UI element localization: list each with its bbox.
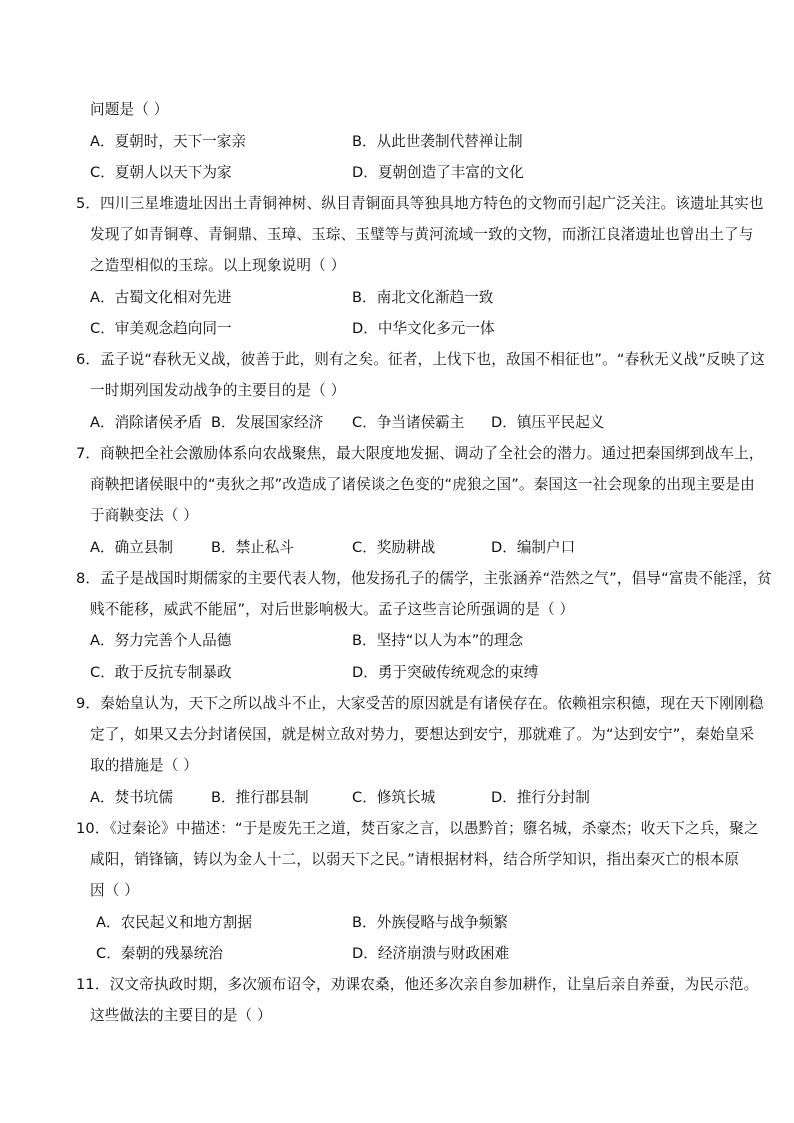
question-5-line-1: 5．四川三星堆遗址因出土青铜神树、纵目青铜面具等独具地方特色的文物而引起广泛关注。该遗址其实也 [76, 195, 764, 212]
question-9-line-3: 取的措施是（ ） [90, 757, 198, 774]
question-7-line-1: 7．商鞅把全社会激励体系向农战聚焦，最大限度地发掘、调动了全社会的潜力。通过把秦国绑到战车上， [76, 445, 764, 462]
question-5-line-2: 发现了如青铜尊、青铜鼎、玉璋、玉琮、玉璧等与黄河流域一致的文物，而浙江良渚遗址也曾出土了与 [90, 226, 754, 243]
question-8-option-a[interactable]: A．努力完善个人品德 [90, 632, 232, 649]
question-6-option-a[interactable]: A．消除诸侯矛盾 [90, 414, 203, 431]
question-4-option-a[interactable]: A．夏朝时，天下一家亲 [90, 133, 246, 150]
question-10-option-c[interactable]: C．秦朝的残暴统治 [96, 945, 223, 962]
question-9-line-1: 9．秦始皇认为，天下之所以战斗不止，大家受苦的原因就是有诸侯存在。依赖祖宗积德，现在天下刚刚稳 [76, 695, 764, 712]
question-9-option-d[interactable]: D．推行分封制 [491, 789, 590, 806]
question-7-option-c[interactable]: C．奖励耕战 [352, 539, 436, 556]
question-6-option-d[interactable]: D．镇压平民起义 [491, 414, 605, 431]
question-9-option-b[interactable]: B．推行郡县制 [211, 789, 309, 806]
question-5-option-b[interactable]: B．南北文化渐趋一致 [352, 289, 494, 306]
question-6-option-c[interactable]: C．争当诸侯霸主 [352, 414, 465, 431]
question-10-option-d[interactable]: D．经济崩溃与财政困难 [352, 945, 510, 962]
question-9-option-c[interactable]: C．修筑长城 [352, 789, 436, 806]
question-4-option-d[interactable]: D．夏朝创造了丰富的文化 [352, 164, 524, 181]
question-10-option-b[interactable]: B．外族侵略与战争频繁 [352, 914, 508, 931]
question-7-line-2: 商鞅把诸侯眼中的“夷狄之邦”改造成了诸侯谈之色变的“虎狼之国”。秦国这一社会现象的出现主要是由 [90, 476, 755, 493]
question-10-option-a[interactable]: A．农民起义和地方割据 [96, 914, 252, 931]
question-6-line-2: 一时期列国发动战争的主要目的是（ ） [90, 382, 346, 399]
question-5-option-d[interactable]: D．中华文化多元一体 [352, 320, 495, 337]
question-10-line-1: 10．《过秦论》中描述：“于是废先王之道，焚百家之言，以愚黔首；隳名城，杀豪杰；收天下之兵，聚之 [76, 820, 759, 837]
question-7-option-d[interactable]: D．编制户口 [491, 539, 576, 556]
question-6-option-b[interactable]: B．发展国家经济 [211, 414, 324, 431]
question-4-tail: 问题是（ ） [90, 101, 169, 118]
question-9-line-2: 定了，如果又去分封诸侯国，就是树立敌对势力，要想达到安宁，那就难了。为“达到安宁”，秦始皇采 [90, 726, 755, 743]
question-11-line-1: 11．汉文帝执政时期，多次颁布诏令，劝课农桑，他还多次亲自参加耕作，让皇后亲自养蚕，为民示范。 [76, 976, 759, 993]
question-10-line-2: 咸阳，销锋镝，铸以为金人十二，以弱天下之民。”请根据材料，结合所学知识，指出秦灭亡的根本原 [90, 851, 740, 868]
question-7-option-b[interactable]: B．禁止私斗 [211, 539, 294, 556]
question-8-option-d[interactable]: D．勇于突破传统观念的束缚 [352, 664, 539, 681]
question-8-line-2: 贱不能移，威武不能屈”，对后世影响极大。孟子这些言论所强调的是（ ） [90, 601, 575, 618]
question-8-option-c[interactable]: C．敢于反抗专制暴政 [90, 664, 232, 681]
question-8-option-b[interactable]: B．坚持“以人为本”的理念 [352, 632, 524, 649]
question-5-line-3: 之造型相似的玉琮。以上现象说明（ ） [90, 257, 346, 274]
question-9-option-a[interactable]: A．焚书坑儒 [90, 789, 173, 806]
question-7-line-3: 于商鞅变法（ ） [90, 507, 198, 524]
question-6-line-1: 6．孟子说“春秋无义战，彼善于此，则有之矣。征者，上伐下也，敌国不相征也”。“春秋无义战”反映了这 [76, 351, 766, 368]
question-5-option-c[interactable]: C．审美观念趋向同一 [90, 320, 232, 337]
question-4-option-c[interactable]: C．夏朝人以天下为家 [90, 164, 232, 181]
question-8-line-1: 8．孟子是战国时期儒家的主要代表人物，他发扬孔子的儒学，主张涵养“浩然之气”，倡导“富贵不能淫，贫 [76, 570, 773, 587]
question-7-option-a[interactable]: A．确立县制 [90, 539, 173, 556]
question-10-line-3: 因（ ） [90, 882, 140, 899]
question-5-option-a[interactable]: A．古蜀文化相对先进 [90, 289, 232, 306]
question-11-line-2: 这些做法的主要目的是（ ） [90, 1007, 272, 1024]
question-4-option-b[interactable]: B．从此世袭制代替禅让制 [352, 133, 523, 150]
